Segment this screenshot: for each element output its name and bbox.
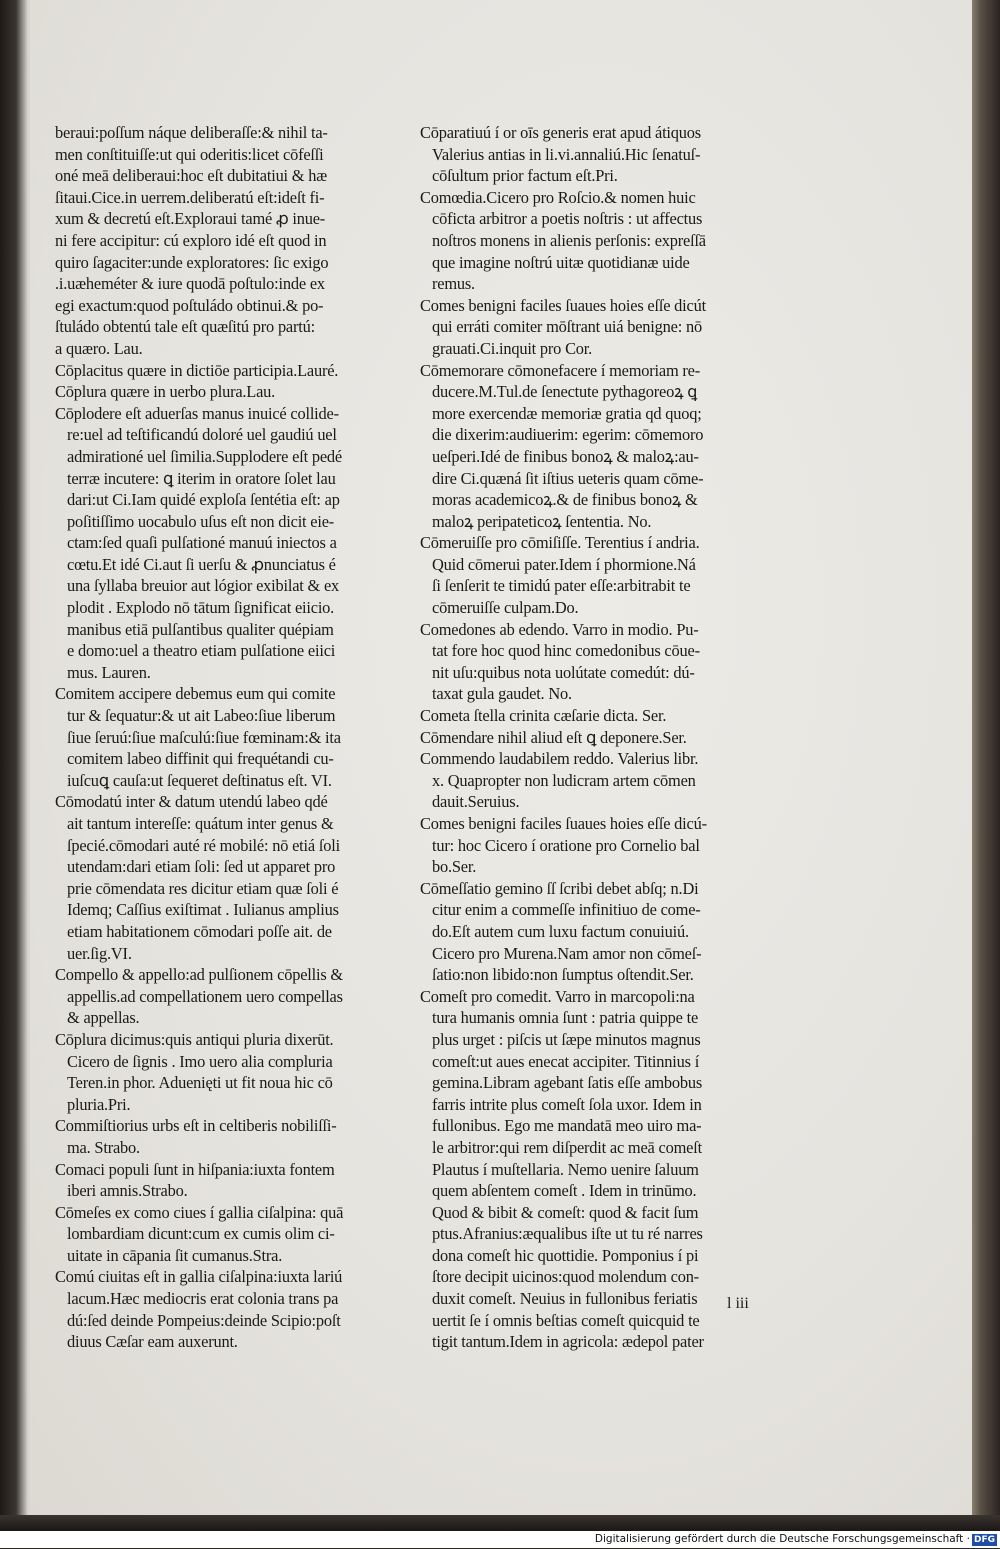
text-line: citur enim a commeſſe infinitiuo de come- — [432, 900, 701, 920]
text-line: cœtu.Et idé Ci.aut ſi uerſu & ꝓnunciatus é — [67, 554, 336, 574]
text-line: que imagine noſtrú uitæ quotidianæ uide — [432, 252, 690, 272]
text-line: Quid cōmerui pater.Idem í phormione.Ná — [432, 554, 696, 574]
text-line: Plautus í muſtellaria. Nemo uenire ſaluum — [432, 1159, 699, 1179]
dictionary-entry — [55, 360, 410, 382]
text-line: dauit.Seruius. — [432, 792, 520, 812]
text-line: lombardiam dicunt:cum ex cumis olim ci- — [67, 1224, 335, 1244]
text-line: mus. Lauren. — [67, 662, 151, 682]
text-line: Cicero pro Murena.Nam amor non cōmeſ- — [432, 943, 702, 963]
text-line: dari:ut Ci.Iam quidé exploſa ſentétia eſt: ap — [67, 490, 340, 510]
text-line: pluria.Pri. — [67, 1094, 131, 1114]
text-line: iberi amnis.Strabo. — [67, 1181, 188, 1201]
text-line: uertit ſe í omnis beſtias comeſt quicquid te — [432, 1310, 700, 1330]
text-line: utendam:dari etiam ſoli: ſed ut apparet pro — [67, 857, 336, 877]
text-line: ſitaui.Cice.in uerrem.deliberatú eſt:ideſt fi- — [55, 187, 325, 207]
text-line: fullonibus. Ego me mandatā meo uiro ma- — [432, 1116, 702, 1136]
text-line: ſtore decipit uicinos:quod molendum con- — [432, 1267, 699, 1287]
dictionary-entry — [55, 1159, 410, 1202]
text-line: Comœdia.Cicero pro Roſcio.& nomen huic — [420, 187, 696, 207]
text-line: cōficta arbitror a poetis noſtris : ut affectus — [432, 209, 703, 229]
dictionary-entry — [55, 1029, 410, 1115]
text-line: Comedones ab edendo. Varro in modio. Pu- — [420, 619, 699, 639]
text-line: egi exactum:quod poſtuládo obtinui.& po- — [55, 295, 324, 315]
text-line: Cōplacitus quære in dictiōe participia.Lauré. — [55, 360, 339, 380]
signature-mark: l iii — [727, 1295, 749, 1312]
text-line: tigit tantum.Idem in agricola: ædepol pater — [432, 1332, 704, 1352]
text-line: Cōmemorare cōmonefacere í memoriam re- — [420, 360, 701, 380]
dictionary-entry — [420, 727, 780, 749]
text-line: maloꝝ peripateticoꝝ ſententia. No. — [432, 511, 652, 531]
text-line: Cōmeſſatio gemino ſſ ſcribi debet abſq; n.Di — [420, 878, 699, 898]
text-line: Quod & bibit & comeſt: quod & facit ſum — [432, 1202, 699, 1222]
text-line: dire Ci.quæná ſit iſtius ueteris quam cōme- — [432, 468, 704, 488]
text-line: ſatio:non libido:non ſumptus oſtendit.Ser. — [432, 965, 694, 985]
text-line: Teren.in phor. Aduenięti ut fit noua hic cō — [67, 1073, 333, 1093]
text-line: ducere.M.Tul.de ſenectute pythagoreoꝝ ꝗ — [432, 382, 698, 402]
text-line: dona comeſt hic quottidie. Pomponius í pi — [432, 1245, 699, 1265]
dfg-logo: DFG — [973, 1534, 995, 1545]
dictionary-entry — [420, 619, 780, 705]
text-line: Commendo laudabilem reddo. Valerius libr. — [420, 749, 699, 769]
text-line: prie cōmendata res dicitur etiam quæ ſoli é — [67, 878, 339, 898]
text-line: remus. — [432, 274, 475, 294]
text-line: poſitiſſimo uocabulo uſus eſt non dicit eie- — [67, 511, 335, 531]
text-line: tur: hoc Cicero í oratione pro Cornelio bal — [432, 835, 700, 855]
dictionary-entry — [55, 1202, 410, 1267]
text-line: noſtros monens in alienis perſonis: expreſſā — [432, 230, 706, 250]
text-line: plus urget : piſcis ut ſæpe minutos magnus — [432, 1029, 701, 1049]
text-line: Valerius antias in li.vi.annaliú.Hic ſenatuſ- — [432, 144, 701, 164]
text-line: Compello & appello:ad pulſionem cōpellis & — [55, 965, 343, 985]
dictionary-entry — [55, 683, 410, 791]
text-line: men conſtituiſſe:ut qui oderitis:licet cōfeſſi — [55, 144, 324, 164]
footer-text: Digitalisierung gefördert durch die Deutsche Forschungsgemeinschaft · — [594, 1533, 970, 1545]
text-line: re:uel ad teſtificandú doloré uel gaudiú uel — [67, 425, 337, 445]
text-column-left — [55, 122, 410, 1353]
dictionary-entry — [55, 403, 410, 684]
text-line: ait tantum intereſſe: quátum inter genus & — [67, 814, 334, 833]
text-line: appellis.ad compellationem uero compellas — [67, 986, 343, 1006]
dictionary-entry — [420, 878, 780, 986]
dictionary-entry — [420, 187, 780, 295]
text-line: xum & decretú eſt.Exploraui tamé ꝓ inue- — [55, 209, 326, 229]
text-line: uitate in cāpania ſit cumanus.Stra. — [67, 1245, 283, 1265]
text-line: Cōparatiuú í or oīs generis erat apud átiquos — [420, 123, 701, 142]
text-line: tura humanis omnia ſunt : patria quippe te — [432, 1008, 699, 1028]
text-line: diuus Cæſar eam auxerunt. — [67, 1332, 238, 1352]
text-line: comeſt:ut aues enecat accipiter. Titinnius í — [432, 1051, 700, 1071]
text-line: ueſperi.Idé de finibus bonoꝝ & maloꝝ:au- — [432, 446, 699, 466]
text-line: nit uſu:quibus nota uolútate comedút: dú- — [432, 662, 695, 682]
text-line: Comaci populi ſunt in hiſpania:iuxta fontem — [55, 1159, 335, 1179]
text-line: quem abſentem comeſt . Idem in trinūmo. — [432, 1181, 697, 1201]
text-line: admirationé uel ſimilia.Supplodere eſt pedé — [67, 446, 342, 466]
text-line: more exercendæ memoriæ gratia qd quoq; — [432, 403, 702, 423]
dictionary-entry — [55, 791, 410, 964]
page-bottom-shadow — [0, 1515, 1000, 1531]
text-line: qui erráti comiter mōſtrant uiá benigne: nō — [432, 317, 702, 337]
text-line: Cōmeſes ex como ciues í gallia ciſalpina: quā — [55, 1202, 344, 1222]
text-line: ſi ſenſerit te timidú pater eſſe:arbitrabit te — [432, 576, 691, 596]
text-line: manibus etiā pulſantibus qualiter quépiam — [67, 619, 334, 639]
text-line: ptus.Afranius:æqualibus iſte ut tu ré narres — [432, 1224, 703, 1244]
text-line: uer.ſig.VI. — [67, 943, 132, 963]
dictionary-entry — [55, 1115, 410, 1158]
text-line: Cōmeruiſſe pro cōmiſiſſe. Terentius í andria. — [420, 533, 700, 553]
dictionary-entry — [55, 381, 410, 403]
text-line: Comes benigni faciles ſuaues hoies eſſe dicút — [420, 295, 706, 315]
text-line: ſtuládo obtentú tale eſt quæſitú pro partú: — [55, 317, 315, 337]
text-line: .i.uæheméter & iure quodā poſtulo:inde ex — [55, 274, 325, 294]
text-line: taxat gula gaudet. No. — [432, 684, 572, 704]
funding-footer — [0, 1531, 1000, 1548]
text-line: do.Eſt autem cum luxu factum conuiuiú. — [432, 921, 689, 941]
text-line: ſiue ſeruú:ſiue maſculú:ſiue fœminam:& ita — [67, 727, 341, 747]
text-line: Comeſt pro comedit. Varro in marcopoli:na — [420, 986, 695, 1006]
book-fore-edge — [972, 0, 1000, 1531]
dictionary-entry — [55, 964, 410, 1029]
text-line: comitem labeo diffinit qui frequétandi cu- — [67, 749, 334, 769]
text-line: Comitem accipere debemus eum qui comite — [55, 684, 336, 704]
dictionary-entry — [55, 1266, 410, 1352]
text-line: cōſultum prior factum eſt.Pri. — [432, 166, 618, 186]
text-line: una ſyllaba breuior aut lógior exibilat & ex — [67, 576, 340, 596]
text-line: etiam habitationem cōmodari poſſe ait. de — [67, 921, 332, 941]
dictionary-entry — [420, 705, 780, 727]
text-line: farris intrite plus comeſt ſola uxor. Idem in — [432, 1094, 702, 1114]
text-line: tur & ſequatur:& ut ait Labeo:ſiue liberum — [67, 706, 336, 726]
text-line: Comú ciuitas eſt in gallia ciſalpina:iuxta lariú — [55, 1267, 343, 1287]
text-line: Cōplura dicimus:quis antiqui pluria dixerūt. — [55, 1029, 334, 1049]
text-line: x. Quapropter non ludicram artem cōmen — [432, 770, 696, 790]
dictionary-entry — [420, 360, 780, 533]
text-line: Commiſtiorius urbs eſt in celtiberis nobiliſſi- — [55, 1116, 337, 1136]
text-line: beraui:poſſum náque deliberaſſe:& nihil ta- — [55, 123, 328, 142]
text-line: ma. Strabo. — [67, 1137, 140, 1157]
text-line: cōmeruiſſe culpam.Do. — [432, 598, 579, 618]
text-line: ſpecié.cōmodari auté ré mobilé: nō etiá ſoli — [67, 835, 340, 855]
text-column-right — [420, 122, 780, 1353]
dictionary-entry — [420, 986, 780, 1353]
text-line: oné meā deliberaui:hoc eſt dubitatiui & hæ — [55, 166, 327, 186]
text-line: Cicero de ſignis . Imo uero alia compluria — [67, 1051, 333, 1071]
text-line: Cometa ſtella crinita cæſarie dicta. Ser. — [420, 706, 667, 726]
dictionary-entry — [420, 122, 780, 187]
text-line: iuſcuꝗ cauſa:ut ſequeret deſtinatus eſt. VI. — [67, 770, 332, 790]
text-line: Idemq; Caſſius exiſtimat . Iulianus amplius — [67, 900, 339, 920]
dictionary-entry — [420, 532, 780, 618]
text-line: Cōplura quære in uerbo plura.Lau. — [55, 382, 276, 402]
text-line: Cōmodatú inter & datum utendú labeo qdé — [55, 792, 328, 812]
dictionary-entry — [55, 122, 410, 360]
text-line: grauati.Ci.inquit pro Cor. — [432, 338, 593, 358]
text-line: terræ incutere: ꝗ iterim in oratore ſolet lau — [67, 468, 336, 488]
text-line: ni fere accipitur: cú exploro idé eſt quod in — [55, 230, 327, 250]
text-line: moras academicoꝝ.& de finibus bonoꝝ & — [432, 490, 698, 510]
text-line: duxit comeſt. Neuius in fullonibus feriatis — [432, 1289, 698, 1309]
text-line: tat fore hoc quod hinc comedonibus cōue- — [432, 641, 700, 661]
text-line: plodit . Explodo nō tātum ſignificat eiicio. — [67, 598, 335, 618]
text-line: Cōplodere eſt aduerſas manus inuicé collide- — [55, 403, 339, 423]
dictionary-entry — [420, 295, 780, 360]
text-line: & appellas. — [67, 1008, 140, 1028]
text-line: ctam:ſed quaſi pulſationé manuú iniectos a — [67, 533, 337, 553]
dictionary-entry — [420, 813, 780, 878]
text-line: lacum.Hæc mediocris erat colonia trans pa — [67, 1289, 339, 1309]
text-line: gemina.Libram agebant ſatis eſſe ambobus — [432, 1073, 703, 1093]
text-line: e domo:uel a theatro etiam pulſatione eiici — [67, 641, 336, 661]
dictionary-entry — [420, 748, 780, 813]
text-line: Cōmendare nihil aliud eſt ꝗ deponere.Ser. — [420, 727, 687, 747]
text-line: quiro ſagaciter:unde exploratores: ſic exigo — [55, 252, 329, 272]
text-line: die dixerim:audiuerim: egerim: cōmemoro — [432, 425, 704, 445]
text-line: a quæro. Lau. — [55, 338, 143, 358]
text-line: Comes benigni faciles ſuaues hoies eſſe dicú- — [420, 814, 707, 833]
text-line: le arbitror:qui rem diſperdit ac meā comeſt — [432, 1137, 702, 1157]
text-line: dú:ſed deinde Pompeius:deinde Scipio:poſt — [67, 1310, 341, 1330]
text-line: bo.Ser. — [432, 857, 477, 877]
